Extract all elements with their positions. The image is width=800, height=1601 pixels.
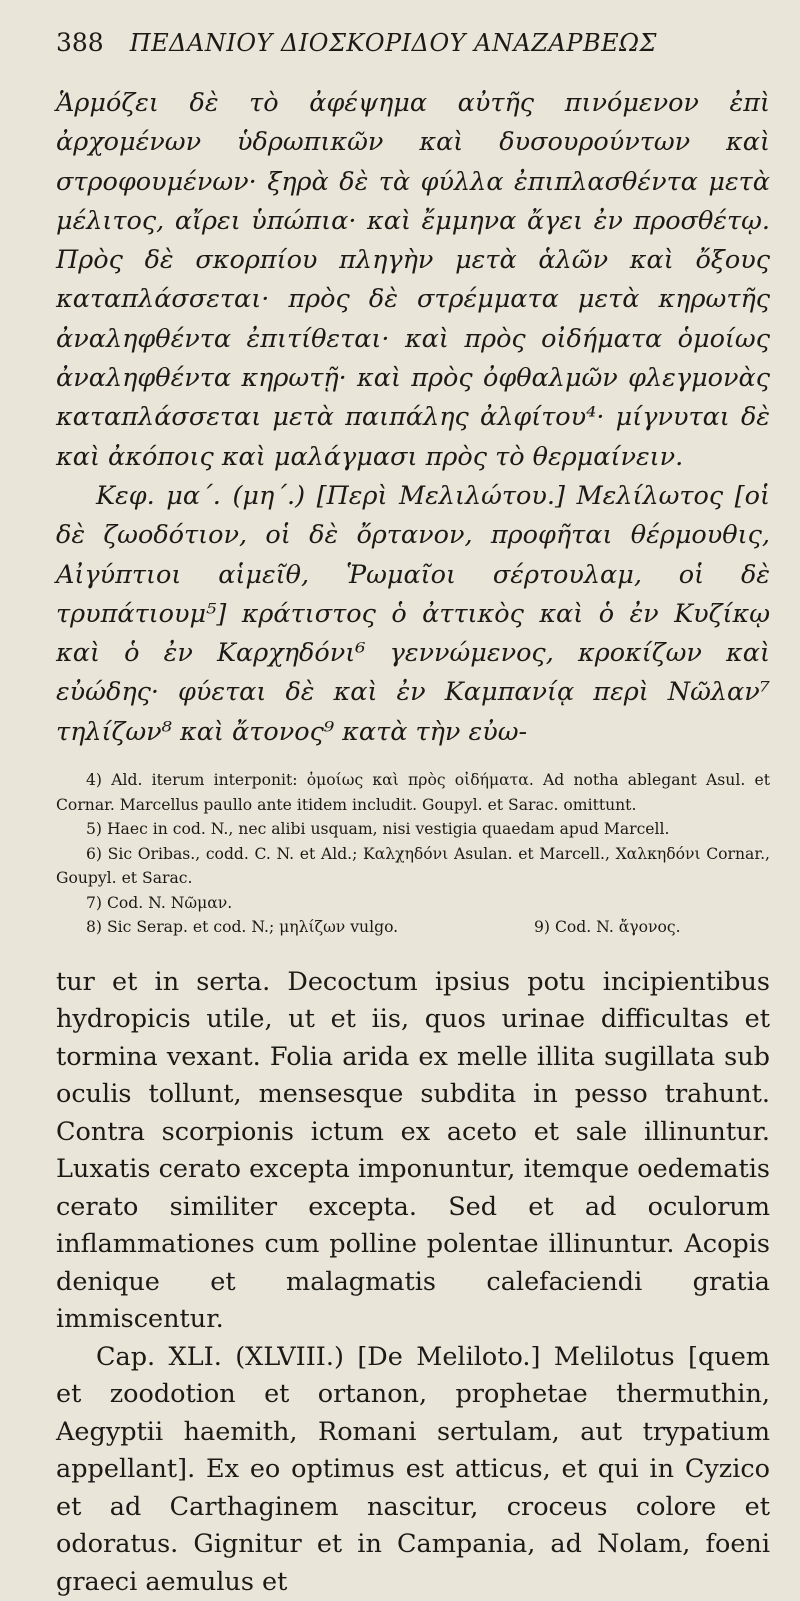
latin-text-block [56,964,770,1601]
running-title: ΠΕΔΑΝΙΟΥ ΔΙΟΣΚΟΡΙΔΟΥ ΑΝΑΖΑΡΒΕΩΣ [129,29,657,57]
footnote-row [56,915,770,940]
latin-paragraph: tur et in serta. Decoctum ipsius potu incipientibus hydropicis utile, ut et iis, quos urinae difficultas et tormina vexant. Folia arida ex melle illita sugillata sub oculis tollunt, mensesque subdita in pesso trahunt. Contra scorpionis ictum ex aceto et sale illinuntur. Luxatis cerato excepta imponuntur, itemque oedematis cerato similiter excepta. Sed et ad oculorum inflammationes cum polline polentae illinuntur. Acopis denique et malagmatis calefaciendi gratia immiscentur. [56,966,770,1335]
footnotes-block [56,768,770,940]
footnote-6: 6) Sic Oribas., codd. C. N. et Ald.; Καλχηδόνι Asulan. et Marcell., Χαλκηδόνι Cornar., Goupyl. et Sarac. [56,844,770,888]
footnote-5: 5) Haec in cod. N., nec alibi usquam, nisi vestigia quaedam apud Marcell. [86,820,670,839]
footnote-7: 7) Cod. N. Νῶμαν. [86,893,233,912]
greek-paragraph: Ἁρμόζει δὲ τὸ ἀφέψημα αὐτῆς πινόμενον ἐπὶ ἀρχομένων ὑδρωπικῶν καὶ δυσουρούντων καὶ στροφουμένων· ξηρὰ δὲ τὰ φύλλα ἐπιπλασθέντα μετὰ μέλιτος, αἴρει ὑπώπια· καὶ ἔμμηνα ἄγει ἐν προσθέτῳ. Πρὸς δὲ σκορπίου πληγὴν μετὰ ἁλῶν καὶ ὄξους καταπλάσσεται· πρὸς δὲ στρέμματα μετὰ κηρωτῆς ἀναληφθέντα ἐπιτίθεται· καὶ πρὸς οἰδήματα ὁμοίως ἀναληφθέντα κηρωτῇ· καὶ πρὸς ὀφθαλμῶν φλεγμονὰς καταπλάσσεται μετὰ παιπάλης ἀλφίτου⁴· μίγνυται δὲ καὶ ἀκόποις καὶ μαλάγμασι πρὸς τὸ θερμαίνειν. [56,88,770,472]
page-header [56,28,770,74]
greek-chapter-paragraph: Κεφ. μα΄. (μη΄.) [Περὶ Μελιλώτου.] Μελίλωτος [οἱ δὲ ζωοδότιον, οἱ δὲ ὄρτανον, προφῆται θέρμουθις, Αἰγύπτιοι αἱμεῖθ, Ῥωμαῖοι σέρτουλαμ, οἱ δὲ τρυπάτιουμ⁵] κράτιστος ὁ ἀττικὸς καὶ ὁ ἐν Κυζίκῳ καὶ ὁ ἐν Καρχηδόνι⁶ γεννώμενος, κροκίζων καὶ εὐώδης· φύεται δὲ καὶ ἐν Καμπανίᾳ περὶ Νῶλαν⁷ τηλίζων⁸ καὶ ἄτονος⁹ κατὰ τὴν εὐω- [56,480,770,747]
greek-text-block [56,84,770,752]
page-number: 388 [56,28,104,57]
latin-chapter-paragraph: Cap. XLI. (XLVIII.) [De Meliloto.] Melilotus [quem et zoodotion et ortanon, prophetae thermuthin, Aegyptii haemith, Romani sertulam, aut trypatium appellant]. Ex eo optimus est atticus, et qui in Cyzico et ad Carthaginem nascitur, croceus colore et odoratus. Gignitur et in Campania, ad Nolam, foeni graeci aemulus et [56,1341,770,1597]
footnote-9: 9) Cod. N. ἄγονος. [534,918,681,937]
footnote-8: 8) Sic Serap. et cod. N.; μηλίζων vulgo. [86,918,399,937]
footnote-4: 4) Ald. iterum interponit: ὁμοίως καὶ πρὸς οἰδήματα. Ad notha ablegant Asul. et Cornar. Marcellus paullo ante itidem includit. Goupyl. et Sarac. omittunt. [56,771,770,814]
